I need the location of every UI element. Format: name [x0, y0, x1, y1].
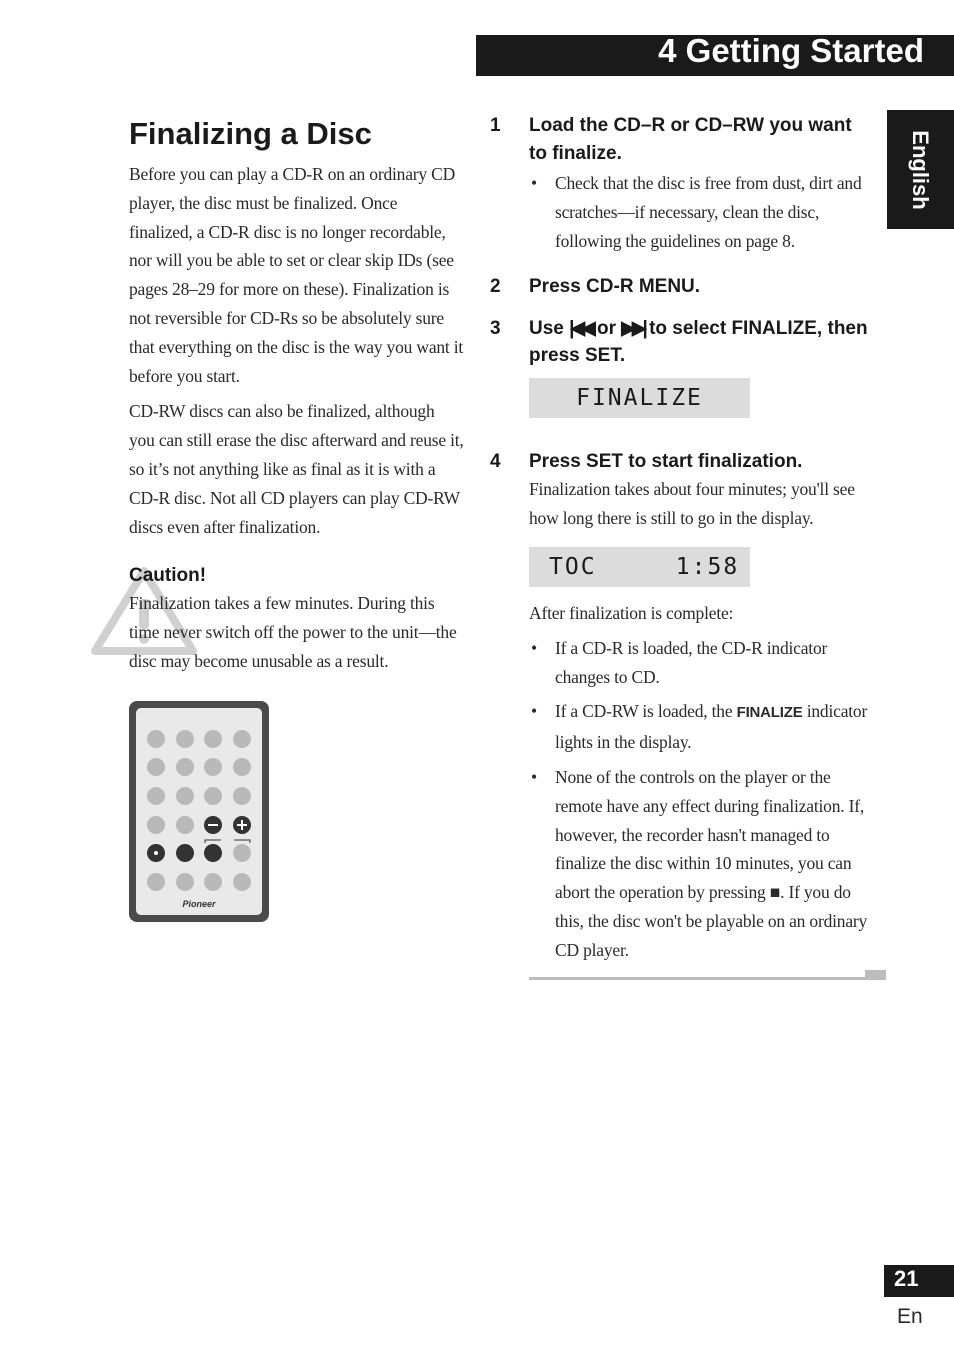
step-1 [490, 112, 870, 255]
left-column [129, 110, 464, 683]
page-language-code: En [897, 1305, 923, 1328]
lcd-display-toc: TOC 1:58 [529, 547, 750, 587]
caution-box [129, 563, 464, 675]
right-column [490, 112, 870, 994]
list-item: • If a CD-RW is loaded, the FINALIZE indicator lights in the display. [529, 697, 870, 757]
bullet-icon: • [531, 701, 537, 722]
section-title: Finalizing a Disc [129, 116, 372, 151]
list-item: • Check that the disc is free from dust, dirt and scratches—if necessary, clean the disc, following the guidelines on page 8. [529, 169, 870, 255]
caution-heading: Caution! [129, 565, 207, 587]
step-3 [490, 315, 870, 418]
step-number: 3 [490, 317, 501, 339]
bullet-icon: • [531, 173, 537, 193]
bullet-icon: • [531, 637, 537, 658]
step-number: 1 [490, 115, 501, 136]
caution-text: Finalization takes a few minutes. During this time never switch off the power to the unit—the disc may become unusable as a result. [129, 593, 457, 671]
list-item: • If a CD-R is loaded, the CD-R indicator changes to CD. [529, 634, 870, 692]
lcd-display-finalize: FINALIZE [529, 378, 750, 418]
list-item: • None of the controls on the player or the remote have any effect during finalization. If, however, the recorder hasn't managed to finalize the disc within 10 minutes, you can abort the operation by pressing ■. If you do this, the disc won't be playable on an ordinary CD player. [529, 763, 870, 965]
step-number: 2 [490, 276, 501, 298]
step-heading: Press SET to start finalization. [529, 450, 803, 472]
step-number: 4 [490, 450, 501, 472]
section-end-marker [865, 970, 886, 980]
remote-brand-logo: Pioneer [182, 899, 216, 909]
bullet-icon: • [531, 766, 537, 787]
step-heading: Use |◀◀ or ▶▶| to select FINALIZE, then press SET. [529, 317, 868, 367]
remote-control-illustration [128, 700, 270, 923]
after-text: After finalization is complete: [529, 602, 734, 623]
step-body: Finalization takes about four minutes; you'll see how long there is still to go in the display. [529, 479, 855, 529]
page-number: 21 [894, 1266, 919, 1291]
step-heading: Press CD-R MENU. [529, 276, 701, 298]
language-tab [887, 110, 954, 229]
chapter-header-bar [476, 32, 954, 76]
intro-paragraph: Before you can play a CD-R on an ordinary CD player, the disc must be finalized. Once finalized, a CD-R disc is no longer recordable, nor will you be able to set or clear skip IDs (see pages 28–29 for more on these). Finalization is not reversible for CD-Rs so be absolutely sure that everything on the disc is the way you want it before you start. [129, 164, 464, 386]
page-number-box [884, 1265, 954, 1297]
cdrw-paragraph: CD-RW discs can also be finalized, although you can still erase the disc afterward and reuse it, so it’s not anything like as final as it is with a CD-R disc. Not all CD players can play CD-RW discs even after finalization. [129, 401, 464, 537]
finalize-indicator-label: FINALIZE [736, 704, 803, 722]
step-heading: Load the CD–R or CD–RW you want to finalize. [529, 115, 852, 164]
step-2 [490, 273, 870, 301]
next-track-icon: ▶▶| [621, 317, 644, 339]
language-tab-label: English [908, 130, 933, 210]
step-4 [490, 448, 870, 980]
section-end-rule [529, 977, 865, 980]
chapter-title: 4 Getting Started [658, 32, 924, 69]
previous-track-icon: |◀◀ [569, 317, 592, 339]
